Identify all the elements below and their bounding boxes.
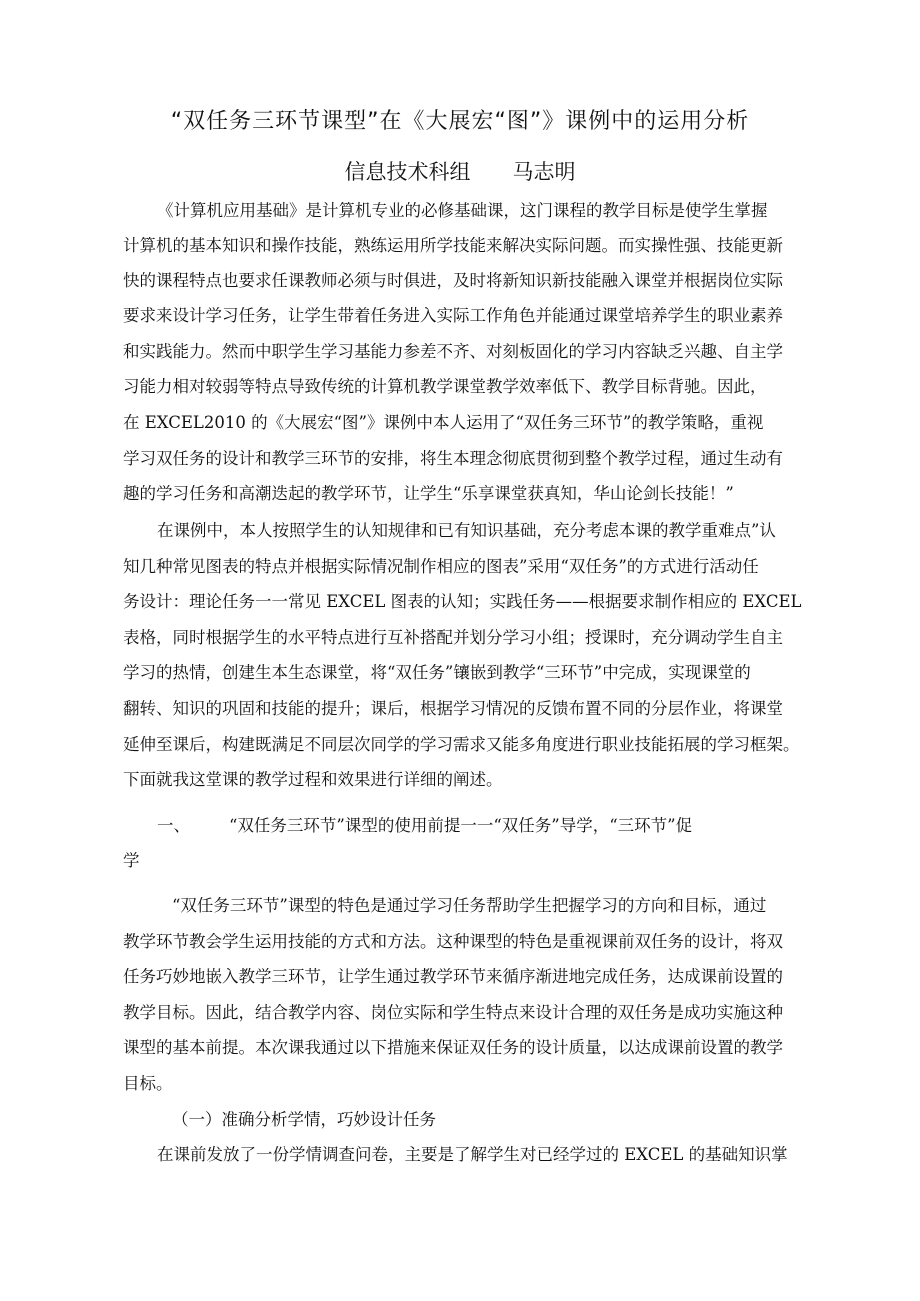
paragraph-line: 表格，同时根据学生的水平特点进行互补搭配并划分学习小组；授课时，充分调动学生自主 (123, 628, 783, 647)
paragraph-line: 在课例中，本人按照学生的认知规律和已有知识基础，充分考虑本课的教学重难点”认 (157, 521, 776, 540)
paragraph-line: 任务巧妙地嵌入教学三环节，让学生通过教学环节来循序渐进地完成任务，达成课前设置的 (123, 967, 783, 986)
document-title: “双任务三环节课型”在《大展宏“图”》课例中的运用分析 (170, 109, 750, 134)
paragraph-line: 快的课程特点也要求任课教师必须与时俱进，及时将新知识新技能融入课堂并根据岗位实际 (123, 271, 783, 290)
section-number: 一、 (157, 816, 190, 835)
section-heading: “双任务三环节”课型的使用前提一一“双任务”导学，“三环节”促 (229, 816, 693, 835)
paragraph-line: 《计算机应用基础》是计算机专业的必修基础课，这门课程的教学目标是使学生掌握 (157, 201, 768, 220)
paragraph-line: 知几种常见图表的特点并根据实际情况制作相应的图表”采用“双任务”的方式进行活动任 (123, 557, 759, 576)
paragraph-line: 延伸至课后，构建既满足不同层次同学的学习需求又能多角度进行职业技能拓展的学习框架。 (123, 735, 800, 754)
paragraph-line: 目标。 (123, 1074, 173, 1093)
paragraph-line: 教学目标。因此，结合教学内容、岗位实际和学生特点来设计合理的双任务是成功实施这种 (123, 1003, 783, 1022)
paragraph-line: 计算机的基本知识和操作技能，熟练运用所学技能来解决实际问题。而实操性强、技能更新 (123, 236, 783, 255)
paragraph-line: 趣的学习任务和高潮迭起的教学环节，让学生“乐享课堂获真知，华山论剑长技能！” (123, 484, 734, 503)
section-heading-continued: 学 (123, 851, 140, 870)
paragraph-line: 在 EXCEL2010 的《大展宏“图”》课例中本人运用了“双任务三环节”的教学策略，重视 (123, 413, 764, 432)
paragraph-line: 学习的热情，创建生本生态课堂，将“双任务”镶嵌到教学“三环节”中完成，实现课堂的 (123, 663, 751, 682)
paragraph-line: 课型的基本前提。本次课我通过以下措施来保证双任务的设计质量，以达成课前设置的教学 (123, 1038, 783, 1057)
paragraph-line: 教学环节教会学生运用技能的方式和方法。这种课型的特色是重视课前双任务的设计，将双 (123, 932, 783, 951)
paragraph-line: “双任务三环节”课型的特色是通过学习任务帮助学生把握学习的方向和目标，通过 (172, 896, 767, 915)
paragraph-line: 务设计：理论任务一一常见 EXCEL 图表的认知；实践任务——根据要求制作相应的 EXCEL (123, 592, 802, 611)
byline (0, 157, 920, 187)
paragraph-line: 下面就我这堂课的教学过程和效果进行详细的阐述。 (123, 770, 503, 789)
byline-group: 信息技术科组 (344, 160, 471, 184)
byline-author: 马志明 (512, 160, 576, 184)
paragraph-line: 翻转、知识的巩固和技能的提升；课后，根据学习情况的反馈布置不同的分层作业，将课堂 (123, 699, 783, 718)
paragraph-line: 和实践能力。然而中职学生学习基能力参差不齐、对刻板固化的学习内容缺乏兴趣、自主学 (123, 342, 783, 361)
paragraph-line: 学习双任务的设计和教学三环节的安排，将生本理念彻底贯彻到整个教学过程，通过生动有 (123, 449, 783, 468)
subsection-heading: （一）准确分析学情，巧妙设计任务 (172, 1110, 436, 1129)
paragraph-line: 习能力相对较弱等特点导致传统的计算机教学课堂教学效率低下、教学目标背驰。因此， (123, 377, 767, 396)
paragraph-line: 要求来设计学习任务，让学生带着任务进入实际工作角色并能通过课堂培养学生的职业素养 (123, 306, 783, 325)
paragraph-line: 在课前发放了一份学情调查问卷，主要是了解学生对已经学过的 EXCEL 的基础知识掌 (157, 1145, 788, 1164)
